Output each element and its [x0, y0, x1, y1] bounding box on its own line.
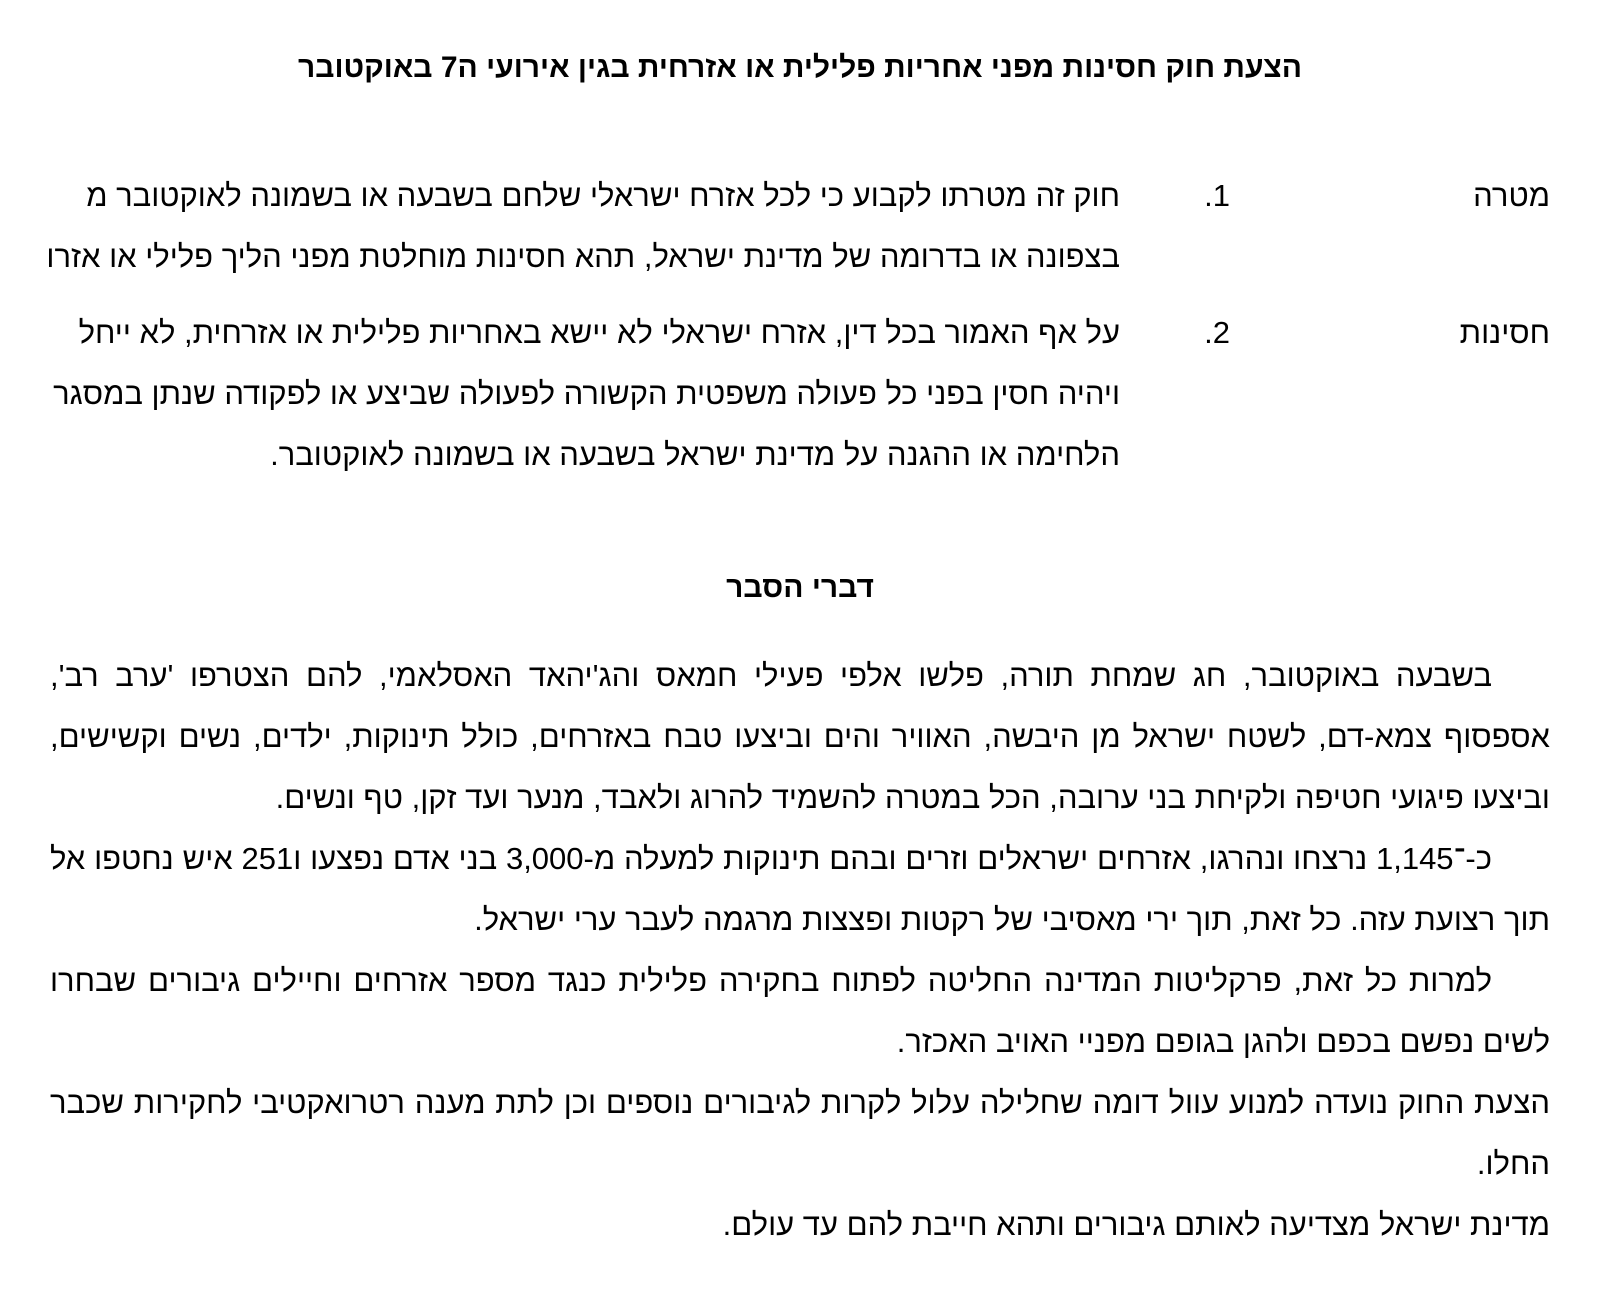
section-line: בצפונה או בדרומה של מדינת ישראל, תהא חסינות מוחלטת מפני הליך פלילי או אזרו	[46, 239, 1120, 274]
section-text	[0, 165, 1120, 287]
section-text	[0, 302, 1120, 485]
section-line: הלחימה או ההגנה על מדינת ישראל בשבעה או בשמונה לאוקטובר.	[270, 437, 1120, 472]
section-number: 1.	[1204, 178, 1230, 213]
explanation-paragraph: בשבעה באוקטובר, חג שמחת תורה, פלשו אלפי פעילי חמאס והג'יהאד האסלאמי, להם הצטרפו 'ערב רב', אספסוף צמא-דם, לשטח ישראל מן היבשה, האוויר והים וביצעו טבח באזרחים, כולל תינוקות, ילדים, נשים וקשישים, וביצעו פיגועי חטיפה ולקיחת בני ערובה, הכל במטרה להשמיד להרוג ולאבד, מנער ועד זקן, טף ונשים.	[50, 658, 1550, 815]
explanation-body	[50, 645, 1550, 1255]
explanation-title: דברי הסבר	[726, 571, 874, 604]
explanation-paragraph: מדינת ישראל מצדיעה לאותם גיבורים ותהא חייבת להם עד עולם.	[722, 1207, 1550, 1242]
section-label: מטרה	[1473, 178, 1550, 213]
section-line: על אף האמור בכל דין, אזרח ישראלי לא יישא באחריות פלילית או אזרחית, לא ייחל	[78, 315, 1120, 350]
explanation-paragraph: הצעת החוק נועדה למנוע עוול דומה שחלילה עלול לקרות לגיבורים נוספים וכן לתת מענה רטרואקטיבי לחקירות שכבר החלו.	[50, 1085, 1550, 1181]
section-label: חסינות	[1459, 315, 1550, 350]
document-title: הצעת חוק חסינות מפני אחריות פלילית או אזרחית בגין אירועי ה7 באוקטובר	[297, 51, 1303, 84]
section-line: חוק זה מטרתו לקבוע כי לכל אזרח ישראלי שלחם בשבעה או בשמונה לאוקטובר מ	[86, 178, 1120, 213]
explanation-paragraph: כ-־1,145 נרצחו ונהרגו, אזרחים ישראלים וזרים ובהם תינוקות למעלה מ-3,000 בני אדם נפצעו ו251 איש נחטפו אל תוך רצועת עזה. כל זאת, תוך ירי מאסיבי של רקטות ופצצות מרגמה לעבר ערי ישראל.	[50, 841, 1550, 937]
explanation-paragraph: למרות כל זאת, פרקליטות המדינה החליטה לפתוח בחקירה פלילית כנגד מספר אזרחים וחיילים גיבורים שבחרו לשים נפשם בכפם ולהגן בגופם מפניי האויב האכזר.	[50, 963, 1550, 1059]
section-line: ויהיה חסין בפני כל פעולה משפטית הקשורה לפעולה שביצע או לפקודה שנתן במסגר	[53, 376, 1120, 411]
section-number: 2.	[1204, 315, 1230, 350]
